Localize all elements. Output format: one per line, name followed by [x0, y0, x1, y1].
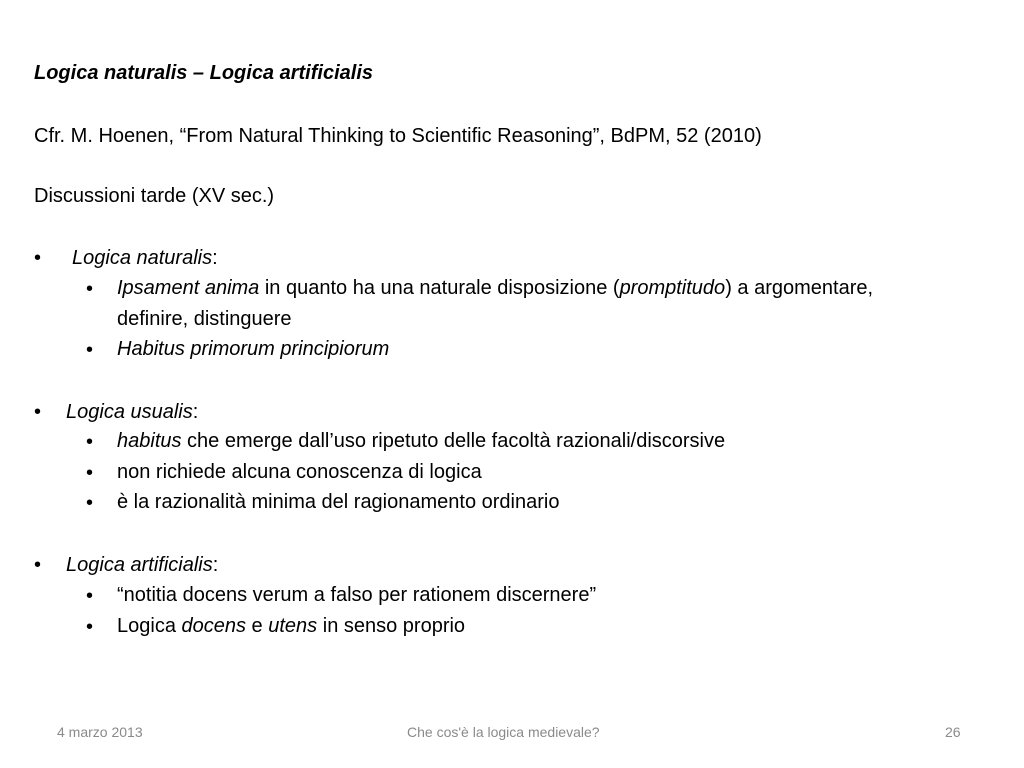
page-number: 26: [945, 724, 961, 740]
slide-title: Logica naturalis – Logica artificialis: [34, 62, 373, 84]
bullet-icon: •: [34, 554, 42, 576]
term-label: Logica naturalis: [72, 247, 213, 269]
colon: :: [192, 401, 199, 423]
bullet-icon: •: [34, 401, 42, 423]
slide: Logica naturalis – Logica artificialis Cfr. M. Hoenen, “From Natural Thinking to Scientific Reasoning”, BdPM, 52 (2010) Discussioni tarde (XV sec.) • Logica naturalis: • Ipsament anima in quanto ha una naturale disposizione (promptitudo) a argomentare, definire, distinguere • Habitus primorum principiorum • Logica usualis: • habitus che emerge dall’uso ripetuto delle facoltà razionali/discorsive • non richiede alcuna conoscenza di logica • è la razionalità minima del ragionamento ordinario • Logica artificialis: • “notitia docens verum a falso per rationem discernere” • Logica docens e utens in senso proprio 4 marzo 2013 Che cos'è la logica medievale? 26: [0, 0, 1024, 768]
bullet-icon: •: [86, 339, 94, 361]
term-label: Logica usualis: [66, 401, 193, 423]
intro-line: Discussioni tarde (XV sec.): [34, 185, 275, 207]
bullet-icon: •: [86, 431, 94, 453]
bullet-icon: •: [86, 585, 94, 607]
bullet-icon: •: [86, 616, 94, 638]
bullet-icon: •: [86, 462, 94, 484]
bullet-icon: •: [34, 247, 42, 269]
footer-date: 4 marzo 2013: [57, 724, 143, 740]
bullet-icon: •: [86, 492, 94, 514]
colon: :: [212, 554, 219, 576]
term-label: Logica artificialis: [66, 554, 213, 576]
colon: :: [212, 247, 218, 269]
bullet-icon: •: [86, 278, 94, 300]
footer-title: Che cos'è la logica medievale?: [407, 724, 600, 740]
reference-line: Cfr. M. Hoenen, “From Natural Thinking to Scientific Reasoning”, BdPM, 52 (2010): [34, 125, 762, 147]
